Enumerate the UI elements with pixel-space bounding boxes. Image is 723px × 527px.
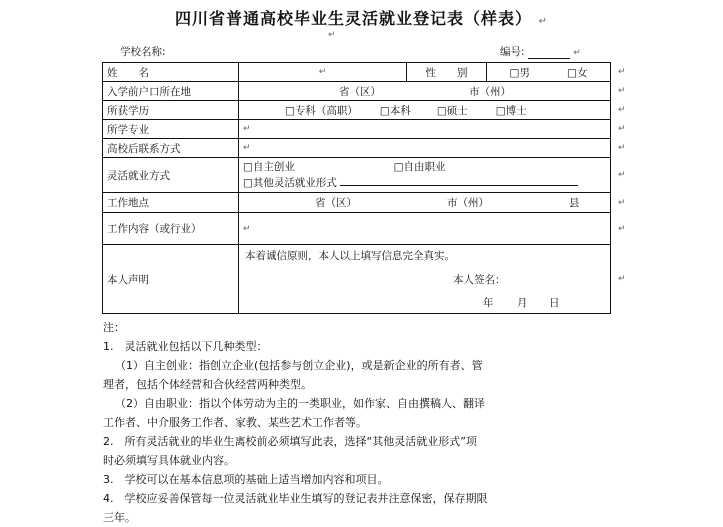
- name-input-cell[interactable]: ↵: [239, 63, 407, 81]
- location-county: 县: [569, 197, 580, 209]
- row-statement: [103, 245, 626, 313]
- row-end-mark: ↵: [618, 170, 626, 180]
- note-item-2: 2. 所有灵活就业的毕业生离校前必须填写此表，选择“其他灵活就业形式”项: [103, 435, 477, 448]
- degree-bachelor-checkbox[interactable]: □本科: [379, 104, 411, 117]
- hukou-input-cell[interactable]: [239, 82, 610, 100]
- note-item-1b: （2）自由职业：指以个体劳动为主的一类职业，如作家、自由撰稿人、翻译: [115, 397, 485, 410]
- flex-employment-label: 灵活就业方式: [103, 158, 239, 192]
- note-item-4: 4. 学校应妥善保管每一位灵活就业毕业生填写的登记表并注意保密，保存期限: [103, 492, 488, 505]
- row-work-content: [103, 213, 626, 245]
- row-hukou: [103, 82, 626, 101]
- row-contact: [103, 139, 626, 158]
- self-employed-checkbox[interactable]: □自主创业: [243, 160, 295, 173]
- row-end-mark: ↵: [618, 274, 626, 284]
- location-province: 省（区）: [315, 197, 357, 209]
- note-item-1: 1. 灵活就业包括以下几种类型：: [103, 340, 268, 353]
- major-label: 所学专业: [103, 120, 239, 138]
- statement-label: 本人声明: [103, 245, 239, 313]
- note-item-1a-cont: 理者，包括个体经营和合伙经营两种类型。: [103, 378, 312, 391]
- number-underline[interactable]: [528, 47, 570, 59]
- other-flex-checkbox[interactable]: □其他灵活就业形式: [243, 176, 337, 189]
- degree-label: 所获学历: [103, 101, 239, 119]
- major-input-cell[interactable]: ↵: [243, 124, 251, 134]
- note-item-2-cont: 时必须填写具体就业内容。: [103, 454, 235, 467]
- paragraph-mark: ↵: [538, 16, 548, 27]
- contact-input-cell[interactable]: ↵: [243, 143, 251, 153]
- location-input-cell[interactable]: [239, 193, 610, 212]
- statement-cell: [239, 245, 610, 313]
- signature-field[interactable]: [515, 282, 575, 283]
- document-title: [0, 6, 723, 29]
- hukou-province: 省（区）: [339, 85, 381, 98]
- flex-employment-options: [239, 158, 610, 192]
- row-flex-employment: [103, 158, 626, 193]
- gender-female-checkbox[interactable]: □女: [567, 66, 588, 79]
- name-label: 姓 名: [103, 63, 239, 81]
- row-end-mark: ↵: [618, 105, 626, 115]
- registration-form-table: [102, 62, 626, 314]
- row-major: [103, 120, 626, 139]
- gender-male-checkbox[interactable]: □男: [509, 66, 530, 79]
- note-item-4-cont: 三年。: [103, 511, 136, 524]
- degree-vocational-checkbox[interactable]: □专科（高职）: [285, 104, 358, 117]
- school-name-label: 学校名称:: [120, 46, 166, 58]
- work-content-label: 工作内容（或行业）: [103, 213, 239, 244]
- row-end-mark: ↵: [618, 223, 626, 234]
- other-flex-underline[interactable]: [340, 175, 578, 186]
- paragraph-mark: ↵: [328, 30, 336, 40]
- row-name-gender: [103, 63, 626, 82]
- row-degree: [103, 101, 626, 120]
- date-month: 月: [517, 297, 528, 309]
- title-text: 四川省普通高校毕业生灵活就业登记表（样表）: [175, 9, 533, 28]
- contact-label: 高校后联系方式: [103, 139, 239, 157]
- number-field: 编号: ↵: [500, 46, 581, 58]
- notes-section: [103, 318, 623, 527]
- location-label: 工作地点: [103, 193, 239, 212]
- row-end-mark: ↵: [618, 67, 626, 77]
- note-item-1b-cont: 工作者、中介服务工作者、家教、某些艺术工作者等。: [103, 416, 367, 429]
- degree-options: [239, 101, 610, 119]
- notes-heading: 注：: [103, 321, 125, 334]
- freelance-checkbox[interactable]: □自由职业: [393, 160, 446, 173]
- row-end-mark: ↵: [618, 124, 626, 134]
- hukou-label: 入学前户口所在地: [103, 82, 239, 100]
- statement-text: 本着诚信原则，本人以上填写信息完全真实。: [245, 250, 455, 262]
- row-end-mark: ↵: [618, 86, 626, 96]
- row-location: [103, 193, 626, 213]
- date-day: 日: [549, 297, 560, 309]
- degree-master-checkbox[interactable]: □硕士: [436, 104, 468, 117]
- signature-label: 本人签名：: [453, 274, 506, 286]
- hukou-city: 市（州）: [469, 85, 511, 98]
- note-item-1a: （1）自主创业：指创立企业(包括参与创立企业)，或是新企业的所有者、管: [115, 359, 483, 372]
- row-end-mark: ↵: [618, 143, 626, 153]
- degree-doctor-checkbox[interactable]: □博士: [495, 104, 527, 117]
- location-city: 市（州）: [447, 197, 489, 209]
- row-end-mark: ↵: [618, 197, 626, 208]
- note-item-3: 3. 学校可以在基本信息项的基础上适当增加内容和项目。: [103, 473, 389, 486]
- gender-label: 性 别: [407, 63, 487, 81]
- work-content-input-cell[interactable]: ↵: [243, 223, 251, 234]
- date-year: 年: [483, 297, 494, 309]
- gender-options: [487, 63, 610, 81]
